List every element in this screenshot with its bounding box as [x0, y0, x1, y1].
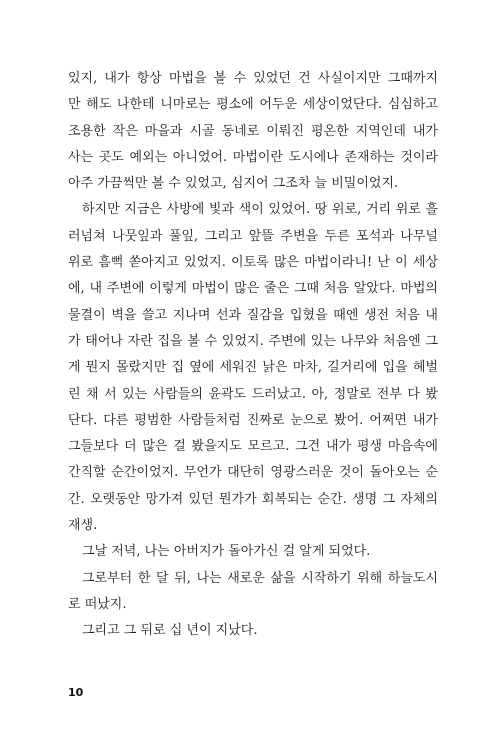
text-line: 그로부터 한 달 뒤, 나는 새로운 삶을 시작하기 위해 하늘도시 [82, 570, 438, 586]
text-line: 위로 흠뻑 쏟아지고 있었지. 이토록 많은 마법이라니! 난 이 세상 [68, 255, 438, 271]
text-line: 만 해도 나한테 니마로는 평소에 어두운 세상이었단다. 심심하고 [68, 97, 438, 113]
text-line: 그리고 그 뒤로 십 년이 지났다. [82, 623, 258, 639]
page-number: 10 [68, 686, 84, 699]
text-line: 조용한 작은 마을과 시골 동네로 이뤄진 평온한 지역인데 내가 [68, 123, 438, 139]
text-line: 간직할 순간이었지. 무언가 대단히 영광스러운 것이 돌아오는 순 [68, 465, 438, 481]
text-line: 게 뭔지 몰랐지만 집 옆에 세워진 낡은 마차, 길거리에 입을 헤벌 [68, 360, 438, 376]
text-line: 러넘쳐 나뭇잎과 풀잎, 그리고 앞뜰 주변을 두른 포석과 나무널 [68, 228, 438, 244]
text-line: 가 태어나 자란 집을 볼 수 있었지. 주변에 있는 나무와 처음엔 그 [68, 333, 438, 349]
text-line: 있지, 내가 항상 마법을 볼 수 있었던 건 사실이지만 그때까지 [68, 71, 438, 86]
text-line: 간. 오랫동안 망가져 있던 뭔가가 회복되는 순간. 생명 그 자체의 [68, 491, 438, 507]
text-line: 로 떠났지. [68, 596, 127, 612]
text-line: 에, 내 주변에 이렇게 마법이 많은 줄은 그때 처음 알았다. 마법의 [68, 281, 438, 297]
text-line: 물결이 벽을 쓸고 지나며 선과 질감을 입혔을 때엔 생전 처음 내 [68, 307, 438, 323]
text-line: 그들보다 더 많은 걸 봤을지도 모르고. 그건 내가 평생 마음속에 [68, 439, 438, 455]
text-line: 재생. [68, 518, 98, 534]
text-line: 아주 가끔씩만 볼 수 있었고, 심지어 그조차 늘 비밀이었지. [68, 176, 399, 192]
body-text [68, 66, 438, 645]
text-line: 사는 곳도 예외는 아니었어. 마법이란 도시에나 존재하는 것이라 [68, 149, 438, 165]
text-line: 린 채 서 있는 사람들의 윤곽도 드러났고. 아, 정말로 전부 다 봤 [68, 386, 438, 402]
text-line: 그날 저녁, 나는 아버지가 돌아가신 걸 알게 되었다. [82, 544, 371, 560]
text-line: 단다. 다른 평범한 사람들처럼 진짜로 눈으로 봤어. 어쩌면 내가 [68, 412, 438, 428]
text-line: 하지만 지금은 사방에 빛과 색이 있었어. 땅 위로, 거리 위로 흘 [82, 202, 438, 218]
